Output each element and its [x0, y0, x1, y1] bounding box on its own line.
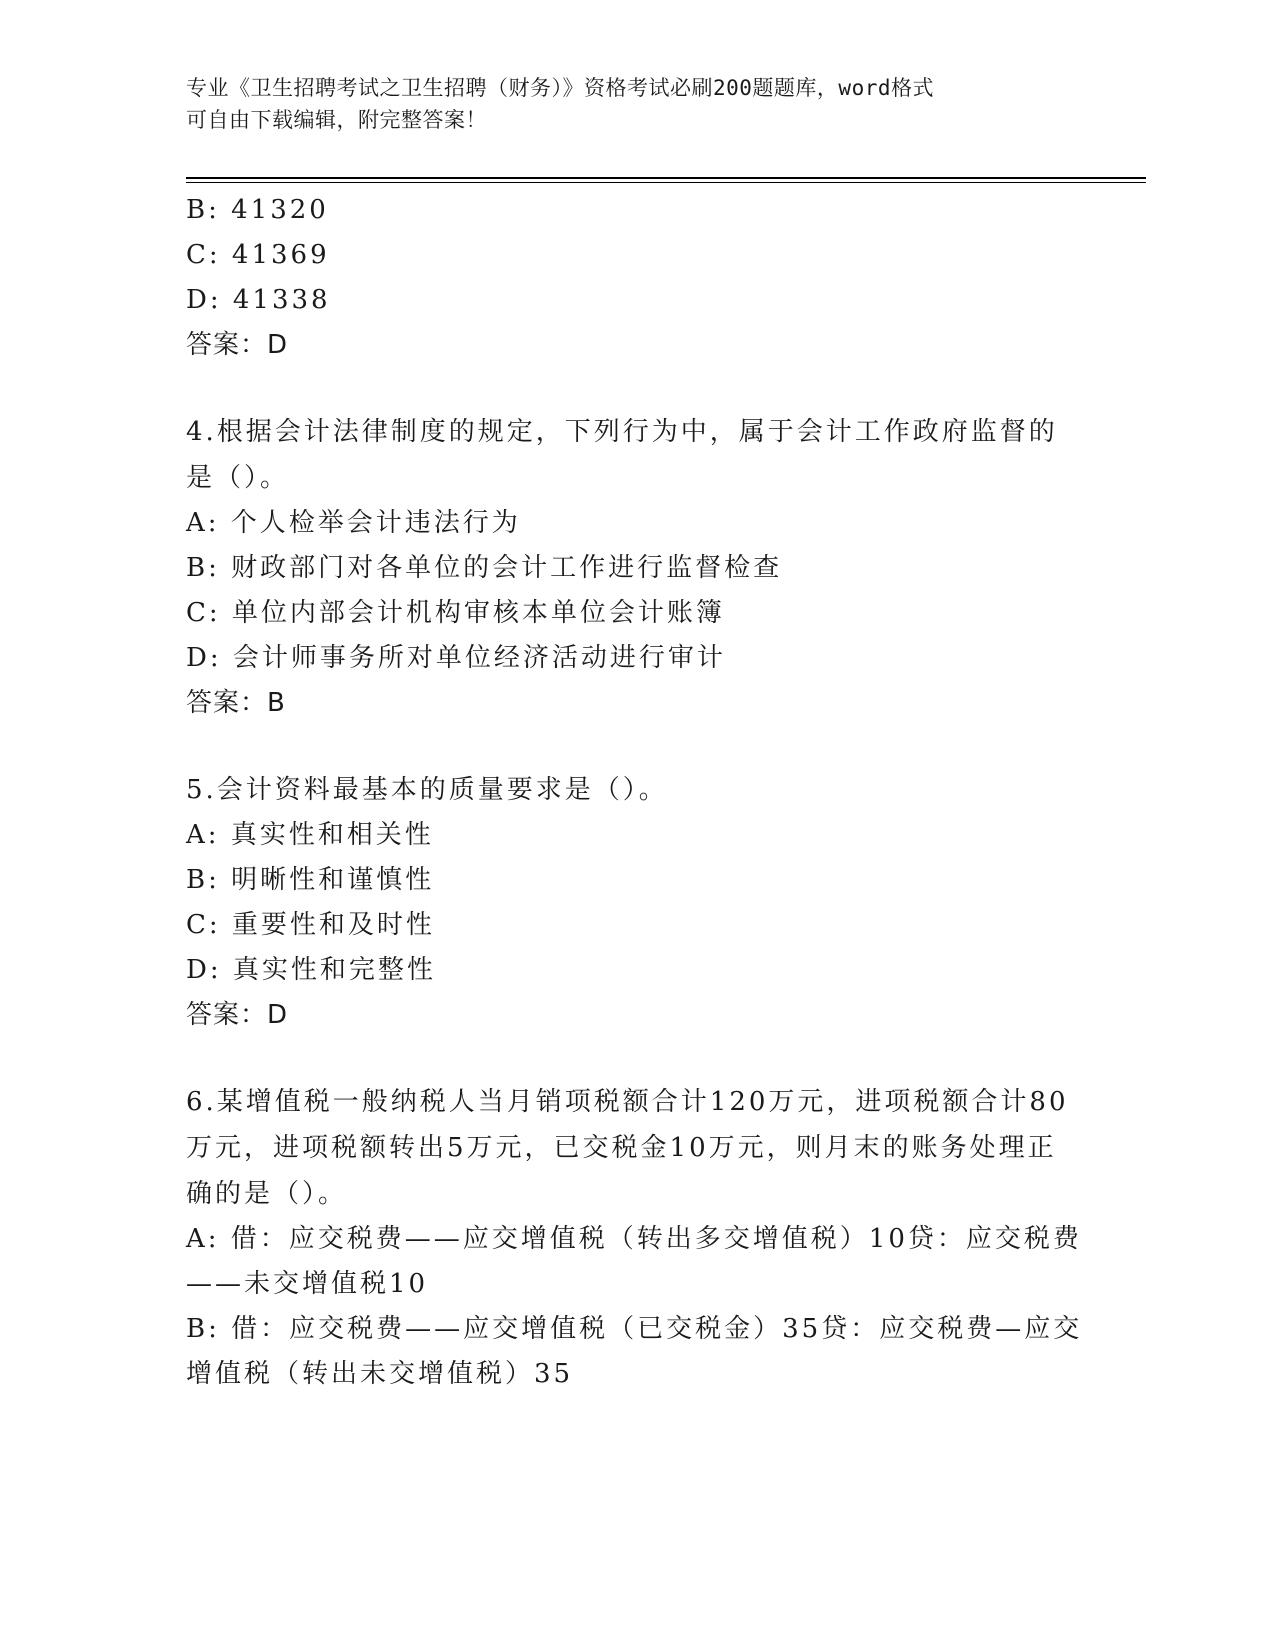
question-stem-line: 4.根据会计法律制度的规定，下列行为中，属于会计工作政府监督的: [186, 417, 1058, 447]
option-a: A: 真实性和相关性: [186, 820, 434, 850]
answer-line: 答案：D: [186, 330, 289, 360]
header-divider-thin: [186, 182, 1146, 183]
question-stem-line: 万元，进项税额转出5万元，已交税金10万元，则月末的账务处理正: [186, 1133, 1057, 1163]
option-c: C: 41369: [186, 240, 330, 270]
question-stem-line: 6.某增值税一般纳税人当月销项税额合计120万元，进项税额合计80: [186, 1087, 1069, 1117]
answer-line: 答案：D: [186, 1000, 289, 1030]
question-4: [186, 409, 1086, 726]
question-spacer: [186, 1038, 1086, 1079]
option-b-continued: 增值税（转出未交增值税）35: [186, 1359, 574, 1389]
question-spacer: [186, 368, 1086, 409]
option-d: D: 41338: [186, 285, 331, 315]
header-divider-thick: [186, 177, 1146, 179]
question-stem-line: 是（）。: [186, 463, 290, 493]
option-b: B: 借：应交税费——应交增值税（已交税金）35贷：应交税费—应交: [186, 1314, 1083, 1344]
option-a-continued: ——未交增值税10: [186, 1269, 429, 1299]
question-spacer: [186, 726, 1086, 767]
question-3-tail: [186, 188, 1086, 368]
question-5: [186, 767, 1086, 1038]
option-d: D: 会计师事务所对单位经济活动进行审计: [186, 643, 726, 673]
header-title-line-2: 可自由下载编辑，附完整答案！: [186, 108, 487, 132]
option-c: C: 单位内部会计机构审核本单位会计账簿: [186, 598, 725, 628]
document-header: [186, 72, 1086, 136]
option-b: B: 财政部门对各单位的会计工作进行监督检查: [186, 553, 783, 583]
option-c: C: 重要性和及时性: [186, 910, 435, 940]
answer-line: 答案：B: [186, 688, 286, 718]
option-d: D: 真实性和完整性: [186, 955, 436, 985]
question-stem-line: 5.会计资料最基本的质量要求是（）。: [186, 775, 668, 805]
option-b: B: 明晰性和谨慎性: [186, 865, 435, 895]
option-b: B: 41320: [186, 195, 329, 225]
question-6: [186, 1079, 1086, 1397]
option-a: A: 借：应交税费——应交增值税（转出多交增值税）10贷：应交税费: [186, 1224, 1082, 1254]
question-stem-line: 确的是（）。: [186, 1179, 348, 1209]
question-list: [186, 188, 1086, 1397]
header-title-line-1: 专业《卫生招聘考试之卫生招聘（财务）》资格考试必刷200题题库，word格式: [186, 76, 934, 100]
option-a: A: 个人检举会计违法行为: [186, 508, 521, 538]
